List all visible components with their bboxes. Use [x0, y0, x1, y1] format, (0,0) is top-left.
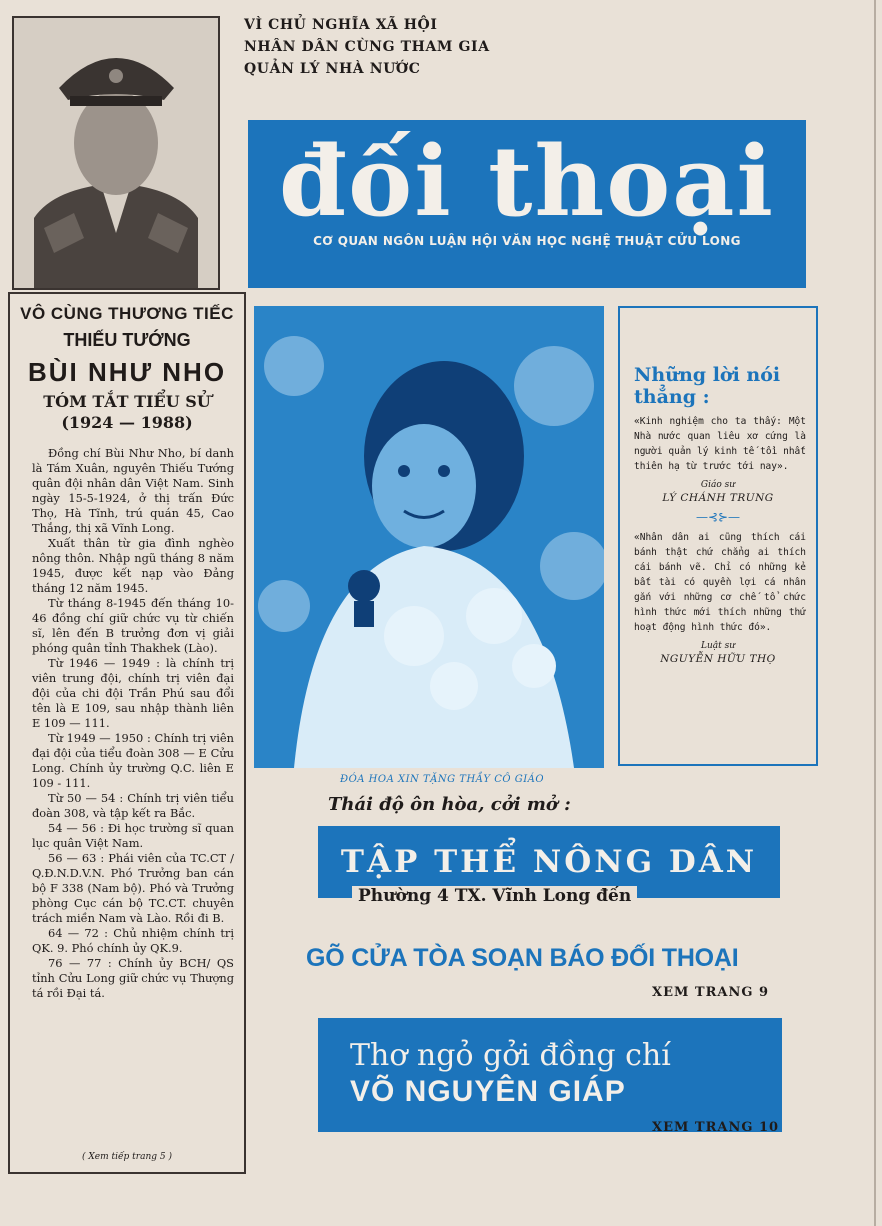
quote-role: Luật sư [700, 641, 736, 651]
quotes-heading: Những lời nói thẳng : [634, 364, 781, 408]
bio-paragraph: 54 — 56 : Đi học trường sĩ quan lục quân Việt Nam. [32, 821, 234, 850]
masthead-subtitle: CƠ QUAN NGÔN LUẬN HỘI VĂN HỌC NGHỆ THUẬT CỬU LONG [313, 234, 741, 248]
general-portrait [12, 16, 220, 290]
obituary-years: (1924 — 1988) [61, 413, 193, 432]
quote-text: «Nhân dân ai cũng thích cái bánh thật chứ chẳng ai thích cái bánh vẽ. Chỉ có những kẻ bất tài có quyền lợi cá nhân gắn với những cơ chế tổ chức hình thức mới thích những thứ hoạt động hình thức đó». [634, 532, 806, 633]
headline-band-farmers: TẬP THỂ NÔNG DÂN [318, 826, 780, 898]
bio-paragraph: 64 — 72 : Chủ nhiệm chính trị QK. 9. Phó chính ủy QK.9. [32, 926, 234, 955]
continued-note: ( Xem tiếp trang 5 ) [82, 1152, 172, 1162]
obituary-box [8, 292, 246, 1174]
bio-paragraph: 56 — 63 : Phái viên của TC.CT / Q.Đ.N.D.V.N. Phó Trưởng ban cán bộ F 338 (Nam bộ). Phó và Trưởng phòng Cục cán bộ TC.CT. chuyên trách miền Nam và Lào. Rồi đi B. [32, 851, 234, 925]
photo-caption: ĐÓA HOA XIN TẶNG THẦY CÔ GIÁO [340, 774, 545, 785]
obituary-header [10, 304, 244, 432]
bio-paragraph: Đồng chí Bùi Như Nho, bí danh là Tám Xuân, nguyên Thiếu Tướng quân đội nhân dân Việt Nam. Sinh ngày 15-5-1924, ở thị trấn Đức Thọ, Hà Tĩnh, trú quán 45, Cao Thắng, thị xã Vĩnh Long. [32, 446, 234, 535]
cover-photo [254, 306, 604, 768]
bio-paragraph: 76 — 77 : Chính ủy BCH/ QS tỉnh Cửu Long giữ chức vụ Thượng tá rồi Đại tá. [32, 956, 234, 1000]
obituary-name: BÙI NHƯ NHO [27, 357, 227, 387]
quotes-box [618, 306, 818, 766]
see-page-link: XEM TRANG 10 [652, 1120, 780, 1135]
bio-paragraph: Xuất thân từ gia đình nghèo nông thôn. Nhập ngũ tháng 8 năm 1945, được kết nạp vào Đảng tháng 12 năm 1945. [32, 536, 234, 595]
obituary-line1: VÔ CÙNG THƯƠNG TIẾC [20, 304, 234, 323]
headline-band-poem [318, 1018, 782, 1132]
bio-paragraph: Từ tháng 8-1945 đến tháng 10-46 đồng chí giữ chức vụ từ chiến sĩ, lên đến B trưởng đơn vị giải phóng quân tỉnh Thakhek (Lào). [32, 596, 234, 655]
obituary-body [32, 446, 234, 1001]
ornament-divider-icon: —⊰⊱— [695, 510, 741, 524]
masthead [248, 120, 806, 288]
bio-paragraph: Từ 1949 — 1950 : Chính trị viên đại đội của tiểu đoàn 308 — E Cửu Long. Chính ủy trường Q.C. liên E 109 - 111. [32, 731, 234, 790]
quote-role: Giáo sư [700, 480, 736, 490]
obituary-summary-title: TÓM TẮT TIỂU SỬ [43, 392, 211, 411]
poem-headline-line1: Thơ ngỏ gởi đồng chí [350, 1038, 671, 1073]
slogan-line: VÌ CHỦ NGHĨA XÃ HỘI [244, 17, 438, 33]
slogan-line: QUẢN LÝ NHÀ NƯỚC [244, 61, 421, 77]
quote-author: NGUYỄN HỮU THỌ [660, 653, 776, 665]
headline-subline: Phường 4 TX. Vĩnh Long đến [352, 886, 637, 906]
slogan [244, 14, 490, 80]
masthead-title: đối thoại [279, 125, 775, 238]
quote-text: «Kinh nghiệm cho ta thấy: Một Nhà nước quan liêu xơ cứng là người quản lý kinh tế tồi nhất thiên hạ từ trước tới nay». [634, 416, 806, 472]
quote-author: LÝ CHÁNH TRUNG [662, 492, 774, 504]
see-page-link: XEM TRANG 9 [652, 985, 770, 1000]
headline-knock-door: GÕ CỬA TÒA SOẠN BÁO ĐỐI THOẠI [306, 944, 739, 972]
bio-paragraph: Từ 1946 — 1949 : là chính trị viên trung đội, chính trị viên đại đội của chi đội Trần Phú sau đổi tên là E 109, sau nhập thành liên E 109 — 111. [32, 656, 234, 730]
bio-paragraph: Từ 50 — 54 : Chính trị viên tiểu đoàn 308, và tập kết ra Bắc. [32, 791, 234, 820]
slogan-line: NHÂN DÂN CÙNG THAM GIA [244, 39, 490, 55]
headline-kicker: Thái độ ôn hòa, cởi mở : [328, 794, 571, 815]
poem-headline-line2: VÕ NGUYÊN GIÁP [350, 1075, 626, 1108]
obituary-rank: THIẾU TƯỚNG [63, 330, 191, 350]
page-edge [874, 0, 876, 1226]
